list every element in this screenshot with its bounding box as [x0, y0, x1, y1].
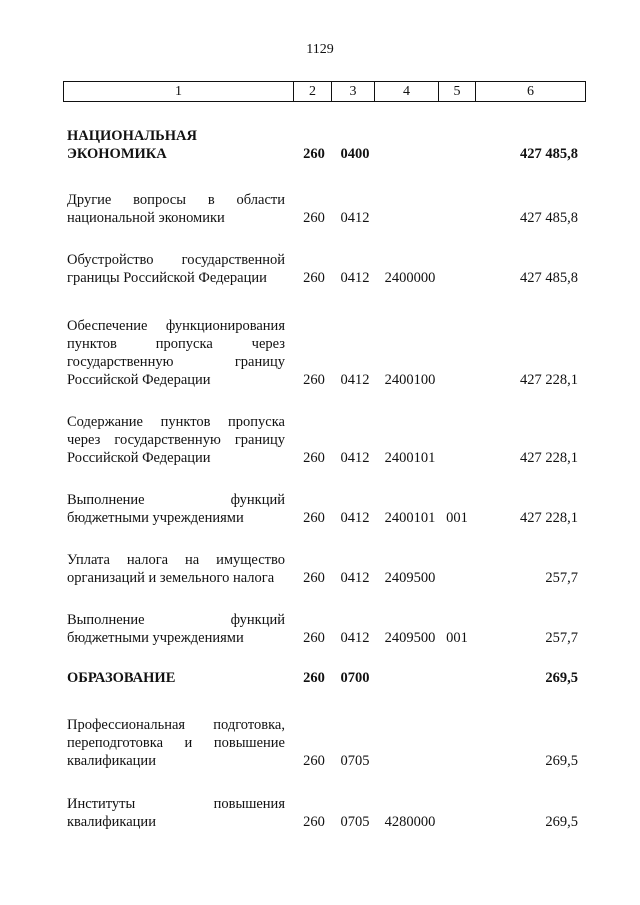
row-description: [67, 795, 285, 831]
column-header-row: [64, 82, 586, 102]
column-header-5: 5: [439, 82, 476, 102]
target-article-code: 4280000: [384, 814, 436, 830]
description-line: Содержание пунктов пропуска: [67, 414, 285, 430]
row-description: [67, 251, 285, 287]
description-line: Институты повышения: [67, 796, 285, 812]
description-line: квалификации: [67, 753, 156, 769]
amount: 427 485,8: [520, 210, 578, 226]
subsection-code: 0412: [340, 270, 370, 286]
amount: 269,5: [545, 753, 578, 769]
section-code: 260: [303, 450, 325, 466]
target-article-code: 2409500: [384, 570, 436, 586]
row-description: [67, 611, 285, 647]
row-description: [67, 716, 285, 770]
subsection-code: 0700: [340, 670, 370, 686]
section-code: 260: [303, 270, 325, 286]
section-code: 260: [303, 753, 325, 769]
row-description: [67, 191, 285, 227]
column-header-4: 4: [375, 82, 439, 102]
row-description: [67, 413, 285, 467]
column-header-6: 6: [476, 82, 586, 102]
section-code: 260: [303, 570, 325, 586]
description-line: организаций и земельного налога: [67, 570, 275, 586]
section-code: 260: [303, 146, 325, 162]
target-article-code: 2400101: [384, 450, 436, 466]
section-code: 260: [303, 210, 325, 226]
row-description: [67, 551, 285, 587]
amount: 269,5: [545, 670, 578, 686]
description-line: Выполнение функций: [67, 612, 285, 628]
subsection-code: 0705: [340, 814, 370, 830]
description-line: Другие вопросы в области: [67, 192, 285, 208]
column-header-3: 3: [332, 82, 375, 102]
amount: 427 228,1: [520, 510, 578, 526]
subsection-code: 0412: [340, 210, 370, 226]
amount: 427 485,8: [520, 270, 578, 286]
column-header-2: 2: [294, 82, 332, 102]
subsection-code: 0412: [340, 450, 370, 466]
section-code: 260: [303, 630, 325, 646]
page-number: 1129: [306, 42, 334, 57]
description-line: Обеспечение функционирования: [67, 318, 285, 334]
amount: 427 228,1: [520, 372, 578, 388]
subsection-code: 0400: [340, 146, 370, 162]
description-line: Обустройство государственной: [67, 252, 285, 268]
description-line: бюджетными учреждениями: [67, 510, 244, 526]
expense-type-code: 001: [446, 630, 468, 646]
description-line: через государственную границу: [67, 432, 285, 448]
description-line: бюджетными учреждениями: [67, 630, 244, 646]
subsection-code: 0412: [340, 570, 370, 586]
row-description: [67, 127, 285, 163]
amount: 427 228,1: [520, 450, 578, 466]
description-line: национальной экономики: [67, 210, 225, 226]
subsection-code: 0412: [340, 372, 370, 388]
description-line: Российской Федерации: [67, 372, 211, 388]
description-line: квалификации: [67, 814, 156, 830]
amount: 427 485,8: [520, 146, 578, 162]
description-line: Выполнение функций: [67, 492, 285, 508]
description-line: переподготовка и повышение: [67, 735, 285, 751]
target-article-code: 2409500: [384, 630, 436, 646]
target-article-code: 2400101: [384, 510, 436, 526]
description-line: Профессиональная подготовка,: [67, 717, 285, 733]
amount: 257,7: [545, 570, 578, 586]
description-line: ЭКОНОМИКА: [67, 146, 167, 162]
subsection-code: 0705: [340, 753, 370, 769]
section-code: 260: [303, 372, 325, 388]
section-code: 260: [303, 814, 325, 830]
subsection-code: 0412: [340, 630, 370, 646]
section-code: 260: [303, 670, 325, 686]
description-line: НАЦИОНАЛЬНАЯ: [67, 128, 197, 144]
description-line: границы Российской Федерации: [67, 270, 267, 286]
description-line: Российской Федерации: [67, 450, 211, 466]
row-description: [67, 491, 285, 527]
amount: 269,5: [545, 814, 578, 830]
description-line: пунктов пропуска через: [67, 336, 285, 352]
subsection-code: 0412: [340, 510, 370, 526]
row-description: [67, 317, 285, 389]
amount: 257,7: [545, 630, 578, 646]
expense-type-code: 001: [446, 510, 468, 526]
description-line: Уплата налога на имущество: [67, 552, 285, 568]
description-line: государственную границу: [67, 354, 285, 370]
row-description: [67, 669, 285, 687]
column-header-table: [63, 81, 586, 102]
section-code: 260: [303, 510, 325, 526]
target-article-code: 2400100: [384, 372, 436, 388]
target-article-code: 2400000: [384, 270, 436, 286]
description-line: ОБРАЗОВАНИЕ: [67, 670, 176, 686]
column-header-1: 1: [64, 82, 294, 102]
